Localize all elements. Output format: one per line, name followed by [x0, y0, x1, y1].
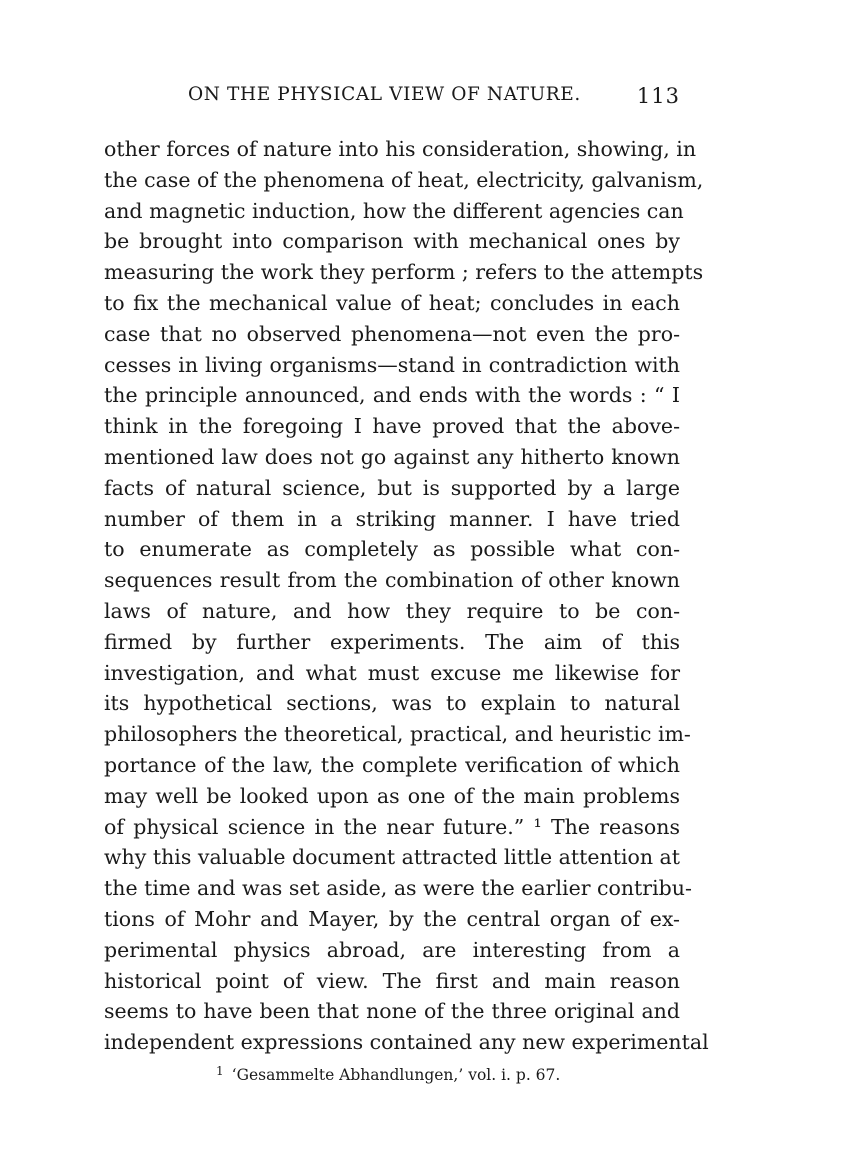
text-line: to fix the mechanical value of heat; concludes in each — [104, 290, 680, 315]
text-line: of physical science in the near future.” ¹ The reasons — [104, 814, 680, 839]
text-line: portance of the law, the complete verification of which — [104, 752, 680, 777]
running-head: ON THE PHYSICAL VIEW OF NATURE. — [188, 84, 581, 105]
text-line: its hypothetical sections, was to explain to natural — [104, 691, 680, 716]
text-line: measuring the work they perform ; refers to the attempts — [104, 260, 704, 285]
text-line: cesses in living organisms—stand in contradiction with — [104, 352, 680, 377]
text-line: firmed by further experiments. The aim of this — [104, 629, 680, 654]
footnote — [216, 1064, 616, 1084]
text-line: other forces of nature into his consideration, showing, in — [104, 137, 697, 161]
text-line: think in the foregoing I have proved that the above- — [104, 414, 680, 439]
text-line: may well be looked upon as one of the main problems — [104, 783, 680, 808]
body-text — [104, 134, 709, 1058]
text-line: seems to have been that none of the three original and — [104, 999, 680, 1024]
text-line: why this valuable document attracted little attention at — [104, 845, 681, 870]
text-line: and magnetic induction, how the different agencies can — [104, 198, 684, 223]
text-line: philosophers the theoretical, practical, and heuristic im- — [104, 722, 691, 747]
text-line: number of them in a striking manner. I have tried — [104, 506, 680, 531]
text-line: to enumerate as completely as possible what con- — [104, 537, 680, 562]
text-line: mentioned law does not go against any hitherto known — [104, 444, 680, 469]
text-line: sequences result from the combination of other known — [104, 568, 680, 593]
text-line: be brought into comparison with mechanical ones by — [104, 229, 680, 254]
text-line: the case of the phenomena of heat, electricity, galvanism, — [104, 167, 704, 192]
text-line: facts of natural science, but is supported by a large — [104, 475, 680, 500]
text-line: the time and was set aside, as were the earlier contribu- — [104, 876, 692, 901]
text-line: laws of nature, and how they require to be con- — [104, 598, 680, 623]
text-line: historical point of view. The first and main reason — [104, 968, 680, 993]
text-line: perimental physics abroad, are interesting from a — [104, 937, 680, 962]
footnote-text: ‘Gesammelte Abhandlungen,’ vol. i. p. 67. — [231, 1066, 561, 1084]
text-line: case that no observed phenomena—not even the pro- — [104, 321, 680, 346]
text-line: the principle announced, and ends with the words : “ I — [104, 383, 680, 408]
text-line: independent expressions contained any new experimental — [104, 1030, 709, 1055]
page-number: 113 — [636, 84, 680, 108]
text-line: investigation, and what must excuse me likewise for — [104, 660, 680, 685]
footnote-marker: 1 — [216, 1064, 224, 1078]
text-line: tions of Mohr and Mayer, by the central organ of ex- — [104, 906, 680, 931]
page-header — [188, 84, 680, 110]
